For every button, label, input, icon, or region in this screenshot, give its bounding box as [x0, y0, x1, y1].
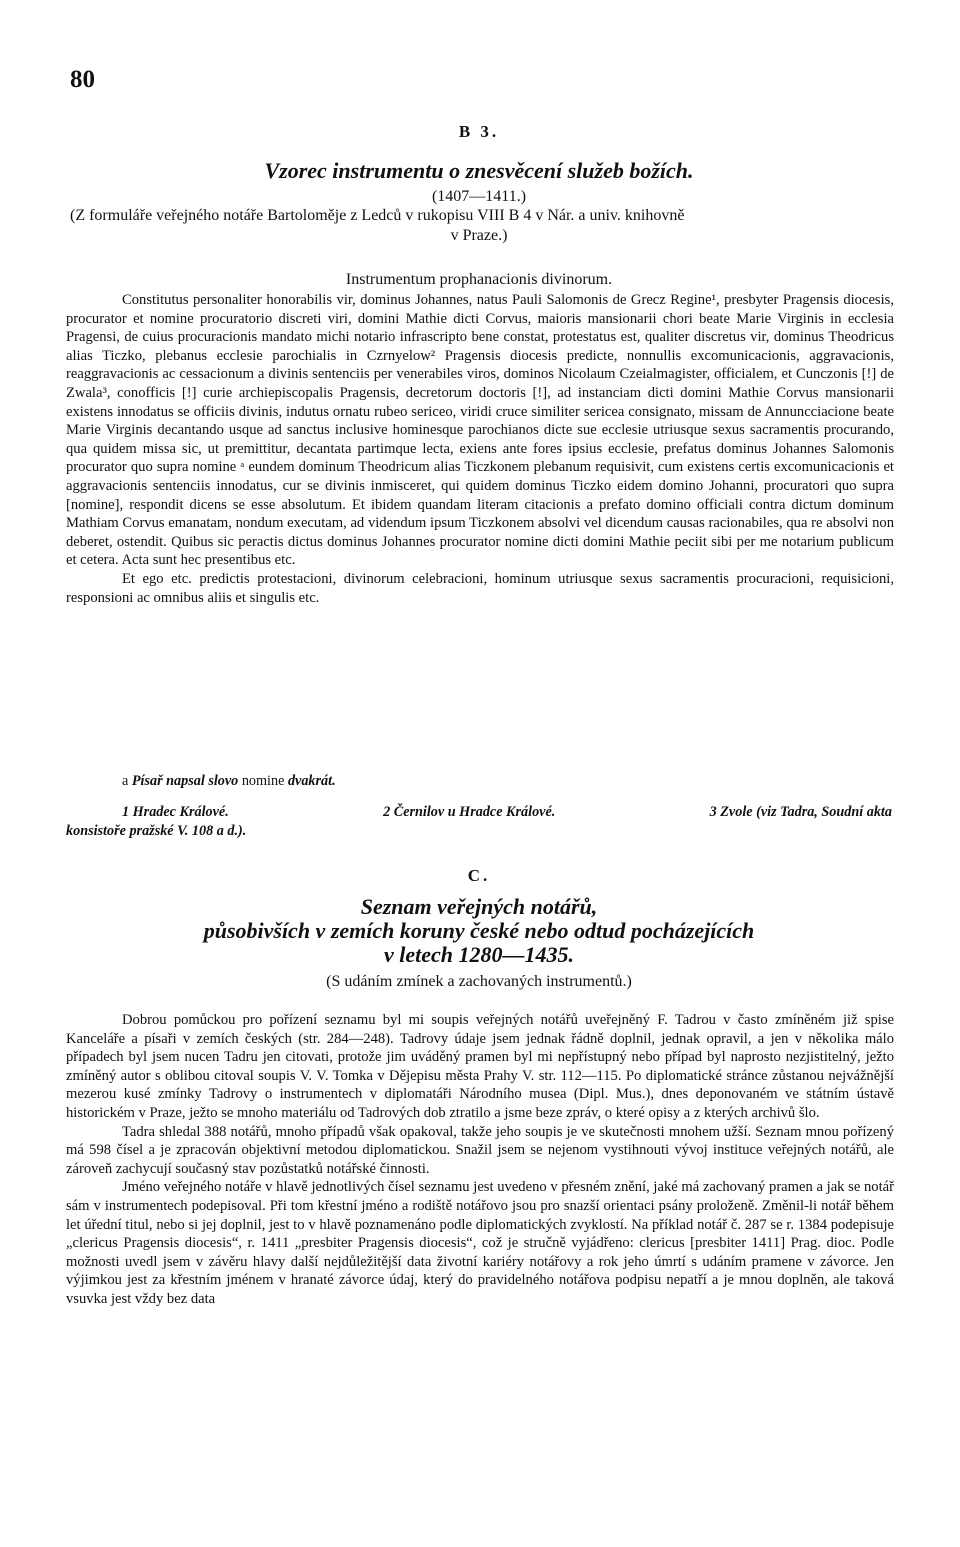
footnotes-numbered — [66, 803, 892, 841]
section-c-body — [66, 1011, 894, 1309]
footnote-a-text2: dvakrát. — [287, 773, 336, 789]
section-b-heading: Instrumentum prophanacionis divinorum. — [345, 271, 613, 288]
footnote-3-line2: konsistoře pražské V. 108 a d.). — [66, 823, 247, 839]
section-c-letter: C. — [467, 866, 491, 885]
section-c-title-line3: v letech 1280—1435. — [383, 942, 575, 967]
footnote-a-text1: Písař napsal slovo — [131, 773, 239, 789]
section-b-title: Vzorec instrumentu o znesvěcení služeb božích. — [264, 158, 694, 183]
footnote-1: 1 Hradec Králové. — [122, 804, 229, 820]
section-b-paragraph-1: Constitutus personaliter honorabilis vir, dominus Johannes, natus Pauli Salomonis de Grecz Regine¹, presbyter Pragensis diocesis, procurator et nomine procuratorio discreti viri, domini Mathie dicti Corvus, maioris mansionarii chori beate Marie Virginis in ecclesia Pragensi, de cuius procuracionis mandato michi notario infrascripto bene constat, protestatus est, qualiter discretus vir, dominus Theodricus alias Ticzko, plebanus ecclesie parochialis in Czrnyelow² Pragensis diocesis predicte, nonnullis excomunicacionis, aggravacionis, reaggravacionis ac cessacionum a divinis sentenciis per venerabiles viros, dominos Nicolaum Czeialmagister, officialem, et Cunczonis [!] de Zwala³, conofficis [!] curie archiepiscopalis Pragensis, decretorum doctoris [!], ad instanciam dicti domini Mathie Corvus mansionarii existens innodatus se officiis divinis, indutus ornatu rubeo sericeo, viridi cruce similiter sericea consignato, missam de Annuncciacione beate Marie Virginis decantando usque ad sanctus inclusive hominesque parochianos dicte sue ecclesie utriusque sexus sacramentis procurando, qua quidem missa sic, ut premittitur, decantata partimque lecta, exiens ante fores ipsius ecclesie, prefatus dominus Johannes Salomonis procurator quo supra nomine ᵃ eundem dominum Theodricum alias Ticzkonem plebanum requisivit, cum existens certis excomunicacionis et aggravacionis sentenciis innodatus, cur se divinis inmisceret, qui quidem dominus Ticzko eidem domino Johanni, procuratori quo supra [nomine], respondit dicens se esse absolutum. Et ibidem quandam literam citacionis a prefato domino officiali contra dictum dominum Mathiam Corvus emanatam, nondum executam, ad videndum ipsum Ticzkonem absolvi vel dicendum causas racionabiles, qua re absolvi non deberet, ostendit. Quibus sic peractis dictus dominus Johannes procurator nomine dicti domini Mathie peciit sibi per me notarium publicum et cetera. Acta sunt hec presentibus etc. — [66, 292, 894, 569]
section-b-body — [66, 291, 894, 607]
section-c-subtitle: (S udáním zmínek a zachovaných instrumentů.) — [326, 973, 632, 990]
footnote-2: 2 Černilov u Hradce Králové. — [383, 804, 556, 820]
footnote-a — [122, 772, 892, 791]
section-b-letter: B 3. — [458, 122, 500, 141]
footnote-a-word: nomine — [241, 773, 285, 789]
section-b-dates: (1407—1411.) — [431, 188, 527, 205]
page-number: 80 — [70, 66, 95, 93]
footnote-3-line1: 3 Zvole (viz Tadra, Soudní akta — [709, 804, 892, 820]
section-c-paragraph-2: Tadra shledal 388 notářů, mnoho případů však opakoval, takže jeho soupis je ve skutečnosti mnohem užší. Seznam mnou pořízený má 598 čísel a je zpracován objektivní metodou diplomatickou. Snažil jsem se nejenom vystihnouti vývoj instituce veřejných notářů, ale zároveň zachycují současný stav pozůstatků notářské činnosti. — [66, 1123, 894, 1177]
section-b-source-line1: (Z formuláře veřejného notáře Bartoloměje z Ledců v rukopisu VIII B 4 v Nár. a univ. knihovně — [70, 207, 685, 224]
section-c-title-line2: působivších v zemích koruny české nebo odtud pocházejících — [203, 918, 755, 943]
section-c-title-line1: Seznam veřejných notářů, — [360, 894, 598, 919]
section-c-paragraph-1: Dobrou pomůckou pro pořízení seznamu byl mi soupis veřejných notářů uveřejněný F. Tadrou v často zmíněném již spise Kanceláře a písaři v zemích českých (str. 284—248). Tadrovy údaje jsem jednak řádně doplnil, jednak opravil, a jen v několika málo případech byl jsem nucen Tadru jen citovati, protože jim uváděný pramen byl mi nepřístupný nebo případ byl naprosto nezjistitelný, ježto zmíněný autor s oblibou citoval soupis V. V. Tomka v Dějepisu města Prahy V. str. 112—115. Po diplomatické stránce zůstanou nejvážnější mezerou kusé zmínky Tadrovy o instrumentech v diplomatáři Národního musea (Dipl. Mus.), dnes deponovaném ve státním ústavě historickém v Praze, ježto se mnoho materiálu od Tadrových dob ztratilo a jsme beze zpráv, o které opisy a z kterých archivů šlo. — [66, 1012, 894, 1121]
section-b-paragraph-2: Et ego etc. predictis protestacioni, divinorum celebracioni, hominum utriusque sexus sacramentis procuracioni, requisicioni, responsioni ac omnibus aliis et singulis etc. — [66, 570, 894, 606]
section-b-source-line2: v Praze.) — [450, 227, 508, 244]
footnote-a-letter: a — [122, 773, 129, 789]
section-c-paragraph-3: Jméno veřejného notáře v hlavě jednotlivých čísel seznamu jest uvedeno v přesném znění, jaké má zachovaný pramen a jak se notář sám v instrumentech podepisoval. Při tom křestní jméno a rodiště notářovo jsou pro snazší orientaci psány proloženě. Změnil-li notář během let úřední titul, nebo si jej doplnil, jest to v hlavě poznamenáno podle diplomatických zvyklostí. Na příklad notář č. 287 se r. 1384 podepisuje „clericus Pragensis diocesis“, r. 1411 „presbiter Pragensis diocesis“, což je stručně vyjádřeno: clericus [presbiter 1411] Prag. dioc. Podle možnosti uvedl jsem v závěru hlavy další nejdůležitější data životní kariéry notářovy a rok jeho úmrtí s udáním pramene v závorce. Jen výjimkou jest za křestním jménem v hranaté závorce údaj, který do pravidelného notářova podpisu nepatří a je mnou doplněn, ale taková vsuvka jest vždy bez data — [66, 1179, 894, 1307]
